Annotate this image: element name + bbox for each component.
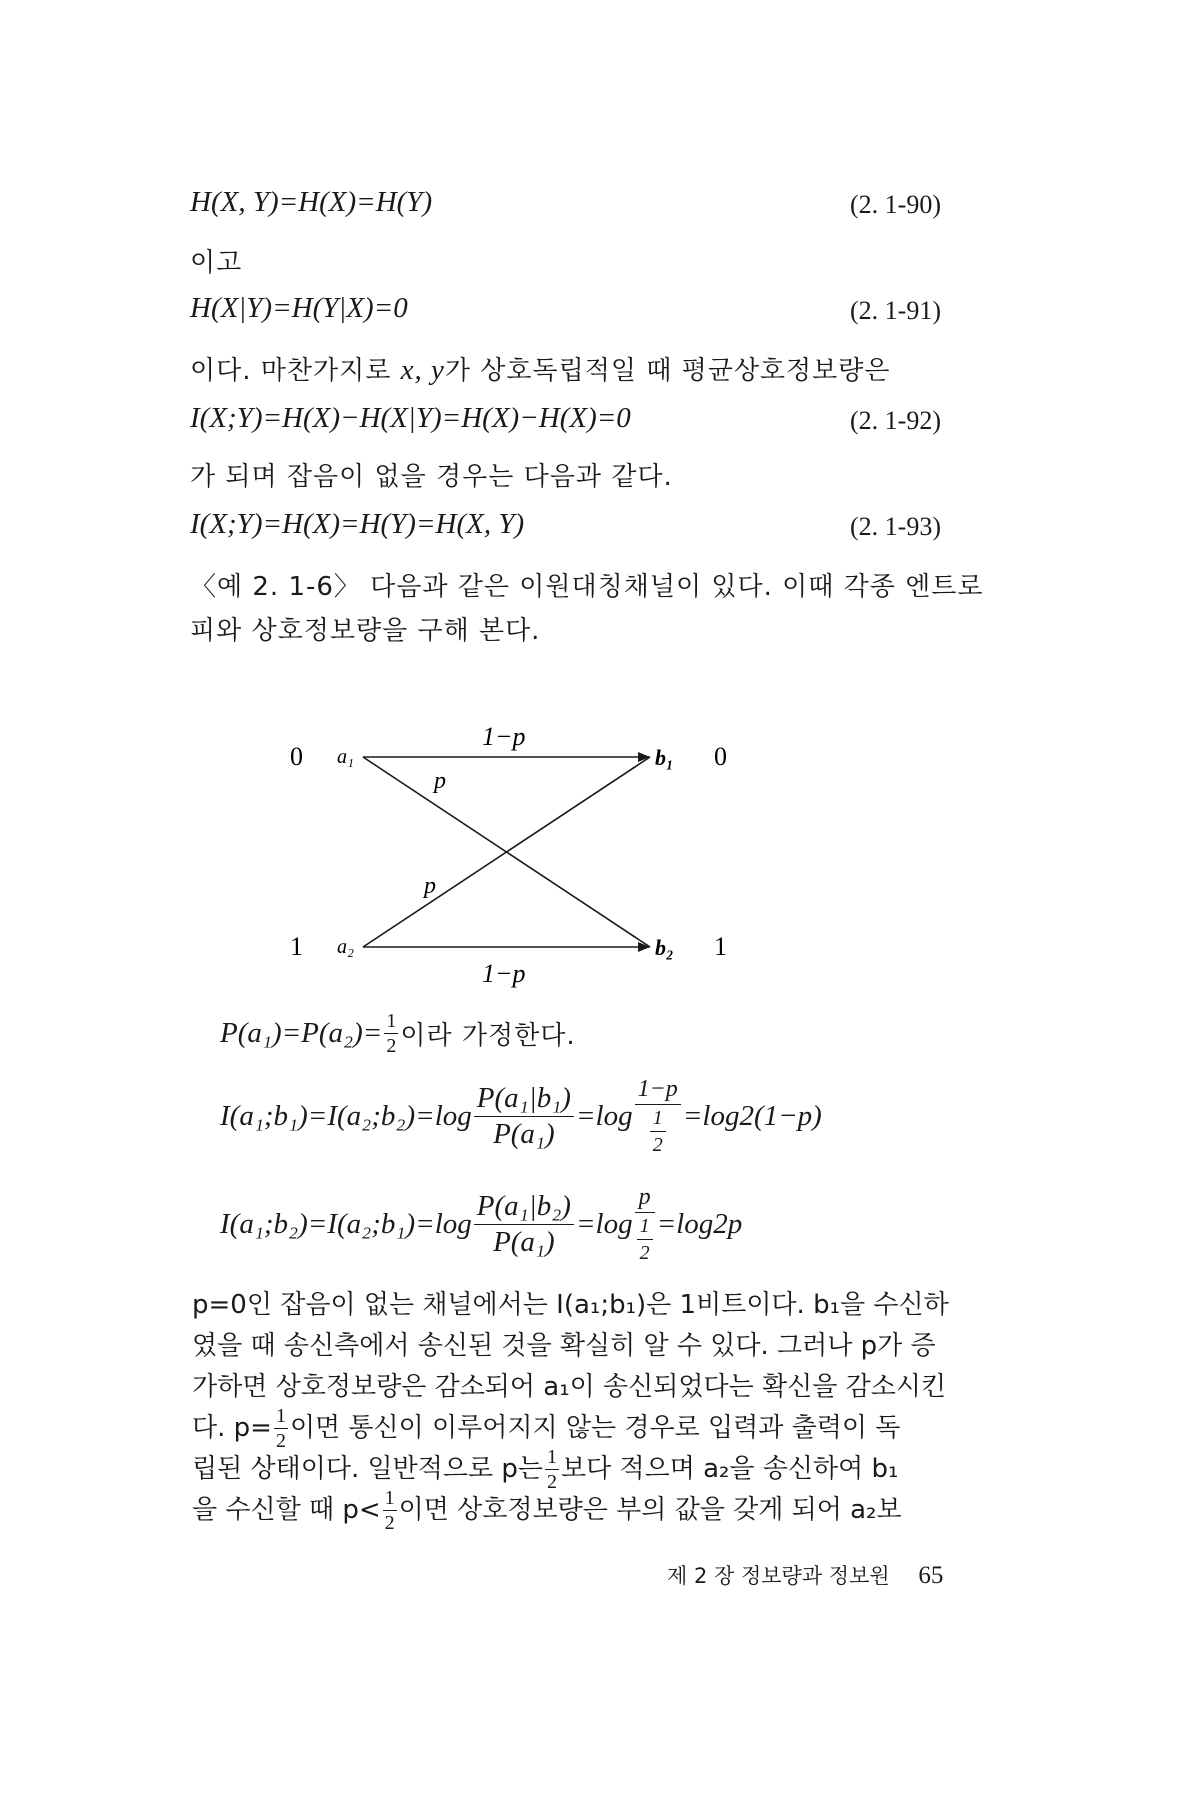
mutual1-fraction-1 (474, 1081, 574, 1150)
paragraph-line-6-frac-den: 2 (384, 1512, 395, 1534)
paragraph-line-5-frac-num: 1 (546, 1446, 557, 1468)
node-b2: b₂ (655, 935, 674, 960)
text-independence-b: 가 상호독립적일 때 평균상호정보량은 (444, 356, 891, 386)
mutual2-rhs: =log2p (656, 1207, 743, 1240)
mutual1-frac2-den-num: 1 (650, 1108, 666, 1132)
label-top-edge: 1−p (482, 722, 526, 751)
running-footer (667, 1560, 943, 1590)
mutual2-lhs: I(a₁;b₂)=I(a₂;b₁)=log (220, 1207, 472, 1240)
paragraph-line-4 (192, 1405, 997, 1452)
text-igo: 이고 (190, 248, 243, 278)
label-cross-bottom: p (424, 873, 436, 899)
node-b1: b₁ (655, 745, 674, 770)
assumption-lhs: P(a₁)=P(a₂)= (220, 1016, 383, 1049)
paragraph-line-2: 였을 때 송신측에서 송신된 것을 확실히 알 수 있다. 그러나 p가 증 (192, 1331, 936, 1361)
assumption-fraction (384, 1011, 398, 1056)
right-symbol-0: 0 (714, 742, 727, 771)
mutual1-frac2-num: 1−p (635, 1077, 681, 1105)
mutual1-frac2-den (635, 1105, 681, 1155)
mutual2-frac2-num: p (635, 1185, 655, 1213)
mutual-info-equation-1 (220, 1068, 822, 1164)
mutual2-fraction-2 (635, 1185, 655, 1263)
mutual2-frac1-den: P(a₁) (493, 1225, 555, 1258)
node-a1: a₁ (337, 746, 354, 768)
paragraph-line-6-a: 을 수신할 때 p< (192, 1495, 381, 1525)
mutual1-frac1-den: P(a₁) (493, 1117, 555, 1150)
paragraph-line-5-frac-den: 2 (546, 1471, 557, 1493)
mutual1-frac2-den-den: 2 (652, 1134, 663, 1156)
mutual2-frac1-num: P(a₁|b₂) (474, 1192, 574, 1225)
label-cross-top: p (434, 768, 446, 794)
text-noise-line: 가 되며 잡음이 없을 경우는 다음과 같다. (190, 462, 673, 492)
mutual-info-equation-2 (220, 1176, 742, 1272)
mutual2-frac2-den-den: 2 (639, 1242, 650, 1264)
paragraph-line-6-b: 이면 상호정보량은 부의 값을 갖게 되어 a₂보 (398, 1495, 902, 1525)
example-line-1: 〈예 2. 1-6〉 다음과 같은 이원대칭채널이 있다. 이때 각종 엔트로 (190, 572, 984, 602)
equation-number-2-1-90: (2. 1-90) (850, 190, 941, 219)
paragraph-line-4-frac-num: 1 (275, 1405, 286, 1427)
equation-number-2-1-91: (2. 1-91) (850, 296, 941, 325)
mutual2-frac2-den-num: 1 (637, 1216, 653, 1240)
paragraph-line-5 (192, 1446, 997, 1493)
paragraph-line-5-a: 립된 상태이다. 일반적으로 p는 (192, 1454, 543, 1484)
left-symbol-0: 0 (290, 742, 303, 771)
footer-chapter: 제 2 장 정보량과 정보원 (667, 1564, 890, 1588)
mutual1-rhs: =log2(1−p) (682, 1099, 822, 1132)
mutual2-mid: =log (575, 1207, 633, 1240)
paragraph-line-4-frac-den: 2 (275, 1430, 286, 1452)
mutual1-frac2-den-fraction (650, 1108, 666, 1155)
text-independence-math: x, y (400, 354, 445, 386)
paragraph-line-5-fraction (545, 1447, 559, 1492)
equation-number-2-1-92: (2. 1-92) (850, 406, 941, 435)
label-bottom-edge: 1−p (482, 959, 526, 988)
paragraph-line-4-a: 다. p= (192, 1413, 272, 1443)
equation-number-2-1-93: (2. 1-93) (850, 512, 941, 541)
equation-2-1-93: I(X;Y)=H(X)=H(Y)=H(X, Y) (190, 508, 525, 540)
paragraph-line-1: p=0인 잡음이 없는 채널에서는 I(a₁;b₁)은 1비트이다. b₁을 수신하 (192, 1290, 949, 1320)
body-paragraph (192, 1285, 997, 1534)
footer-page-number: 65 (918, 1562, 944, 1589)
equation-2-1-92: I(X;Y)=H(X)−H(X|Y)=H(X)−H(X)=0 (190, 402, 631, 434)
equation-2-1-90: H(X, Y)=H(X)=H(Y) (190, 186, 433, 218)
assumption-suffix: 이라 가정한다. (400, 1020, 576, 1051)
mutual2-frac2-den-fraction (637, 1216, 653, 1263)
node-a2: a₂ (337, 936, 354, 958)
paragraph-line-5-b: 보다 적으며 a₂을 송신하여 b₁ (560, 1454, 899, 1484)
assumption-frac-num: 1 (386, 1009, 397, 1032)
paragraph-line-6-fraction (383, 1488, 397, 1533)
mutual1-frac1-num: P(a₁|b₁) (474, 1084, 574, 1117)
text-independence-a: 이다. 마찬가지로 (190, 356, 401, 386)
equation-2-1-91: H(X|Y)=H(Y|X)=0 (190, 292, 408, 324)
left-symbol-1: 1 (290, 932, 303, 961)
assumption-frac-den: 2 (386, 1034, 397, 1057)
assumption-line (220, 1005, 576, 1061)
paragraph-line-6 (192, 1487, 997, 1534)
paragraph-line-3: 가하면 상호정보량은 감소되어 a₁이 송신되었다는 확신을 감소시킨 (192, 1372, 947, 1402)
paragraph-line-6-frac-num: 1 (384, 1487, 395, 1509)
mutual2-frac2-den (635, 1213, 655, 1263)
paragraph-line-4-fraction (274, 1406, 288, 1451)
mutual1-mid: =log (575, 1099, 633, 1132)
mutual1-fraction-2 (635, 1077, 681, 1155)
right-symbol-1: 1 (714, 932, 727, 961)
mutual1-lhs: I(a₁;b₁)=I(a₂;b₂)=log (220, 1099, 472, 1132)
example-line-2: 피와 상호정보량을 구해 본다. (190, 616, 541, 646)
mutual2-fraction-1 (474, 1189, 574, 1258)
paragraph-line-4-b: 이면 통신이 이루어지지 않는 경우로 입력과 출력이 독 (289, 1413, 901, 1443)
